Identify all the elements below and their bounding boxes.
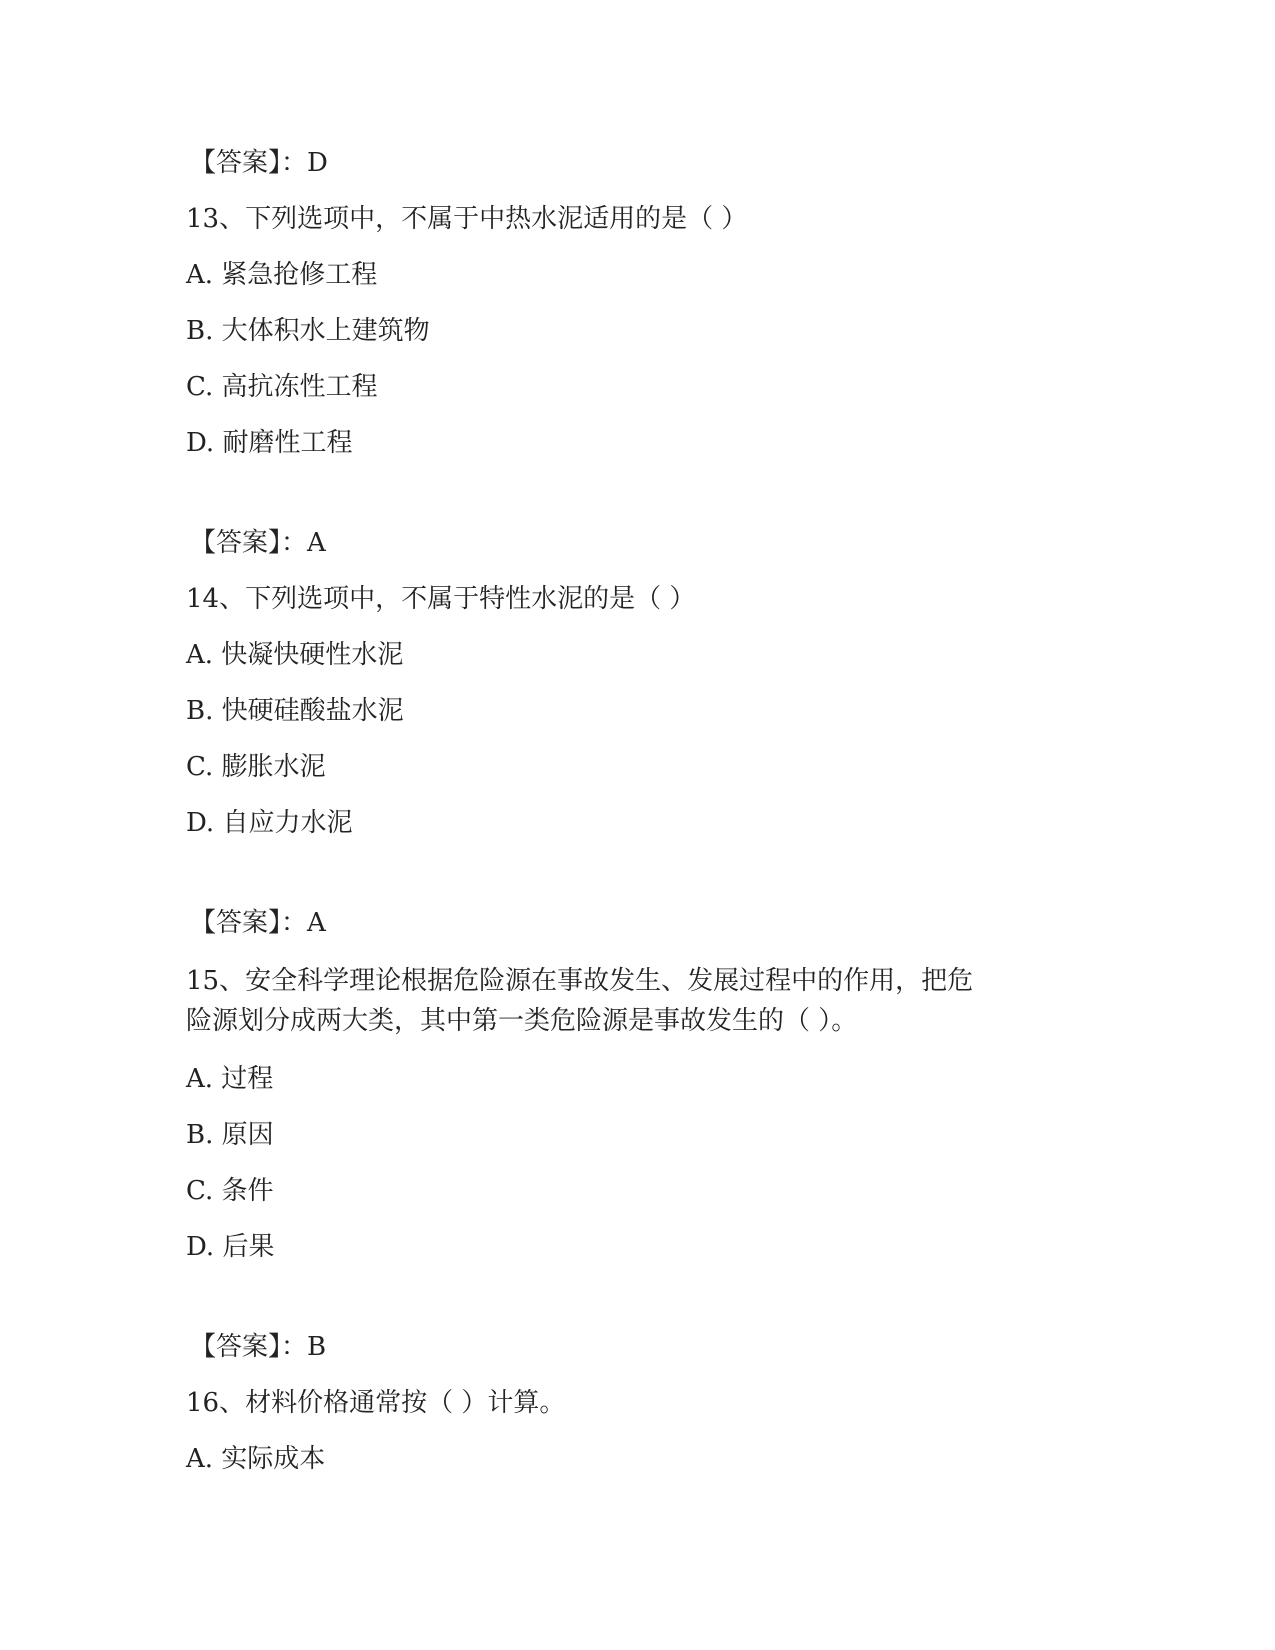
question-14 bbox=[186, 581, 1086, 617]
option-b: B. 原因 bbox=[186, 1120, 274, 1150]
answer-line bbox=[186, 905, 1086, 941]
option-d: D. 自应力水泥 bbox=[186, 808, 353, 838]
option-c: C. 条件 bbox=[186, 1176, 274, 1206]
question-text: 安全科学理论根据危险源在事故发生、发展过程中的作用，把危 bbox=[245, 966, 974, 996]
answer-line bbox=[186, 525, 1086, 561]
answer-label: 【答案】： bbox=[190, 528, 308, 558]
question-text: 下列选项中，不属于特性水泥的是（ ） bbox=[245, 584, 696, 614]
answer-label: 【答案】： bbox=[190, 148, 308, 178]
question-line-2: 险源划分成两大类，其中第一类危险源是事故发生的（ ）。 bbox=[186, 1006, 858, 1036]
option-c: C. 膨胀水泥 bbox=[186, 752, 326, 782]
answer-value: B bbox=[307, 1332, 327, 1362]
question-line-1 bbox=[186, 961, 1086, 1001]
question-number: 14、 bbox=[186, 584, 246, 614]
option-a: A. 实际成本 bbox=[186, 1444, 326, 1474]
answer-label: 【答案】： bbox=[190, 908, 308, 938]
option-d: D. 后果 bbox=[186, 1232, 275, 1262]
question-text: 材料价格通常按（ ）计算。 bbox=[245, 1388, 566, 1418]
option-d: D. 耐磨性工程 bbox=[186, 428, 353, 458]
question-number: 15、 bbox=[186, 966, 246, 996]
question-number: 16、 bbox=[186, 1388, 246, 1418]
answer-line bbox=[186, 1329, 1086, 1365]
answer-value: A bbox=[307, 528, 326, 558]
option-c: C. 高抗冻性工程 bbox=[186, 372, 378, 402]
question-15 bbox=[186, 961, 1086, 1041]
document-page bbox=[186, 145, 1086, 1497]
option-b: B. 大体积水上建筑物 bbox=[186, 316, 430, 346]
answer-line bbox=[186, 145, 1086, 181]
answer-value: A bbox=[307, 908, 326, 938]
option-b: B. 快硬硅酸盐水泥 bbox=[186, 696, 404, 726]
question-13 bbox=[186, 201, 1086, 237]
option-a: A. 紧急抢修工程 bbox=[186, 260, 378, 290]
question-text: 下列选项中，不属于中热水泥适用的是（ ） bbox=[245, 204, 748, 234]
option-a: A. 快凝快硬性水泥 bbox=[186, 640, 404, 670]
question-16 bbox=[186, 1385, 1086, 1421]
option-a: A. 过程 bbox=[186, 1064, 274, 1094]
question-number: 13、 bbox=[186, 204, 246, 234]
answer-value: D bbox=[307, 148, 328, 178]
answer-label: 【答案】： bbox=[190, 1332, 308, 1362]
